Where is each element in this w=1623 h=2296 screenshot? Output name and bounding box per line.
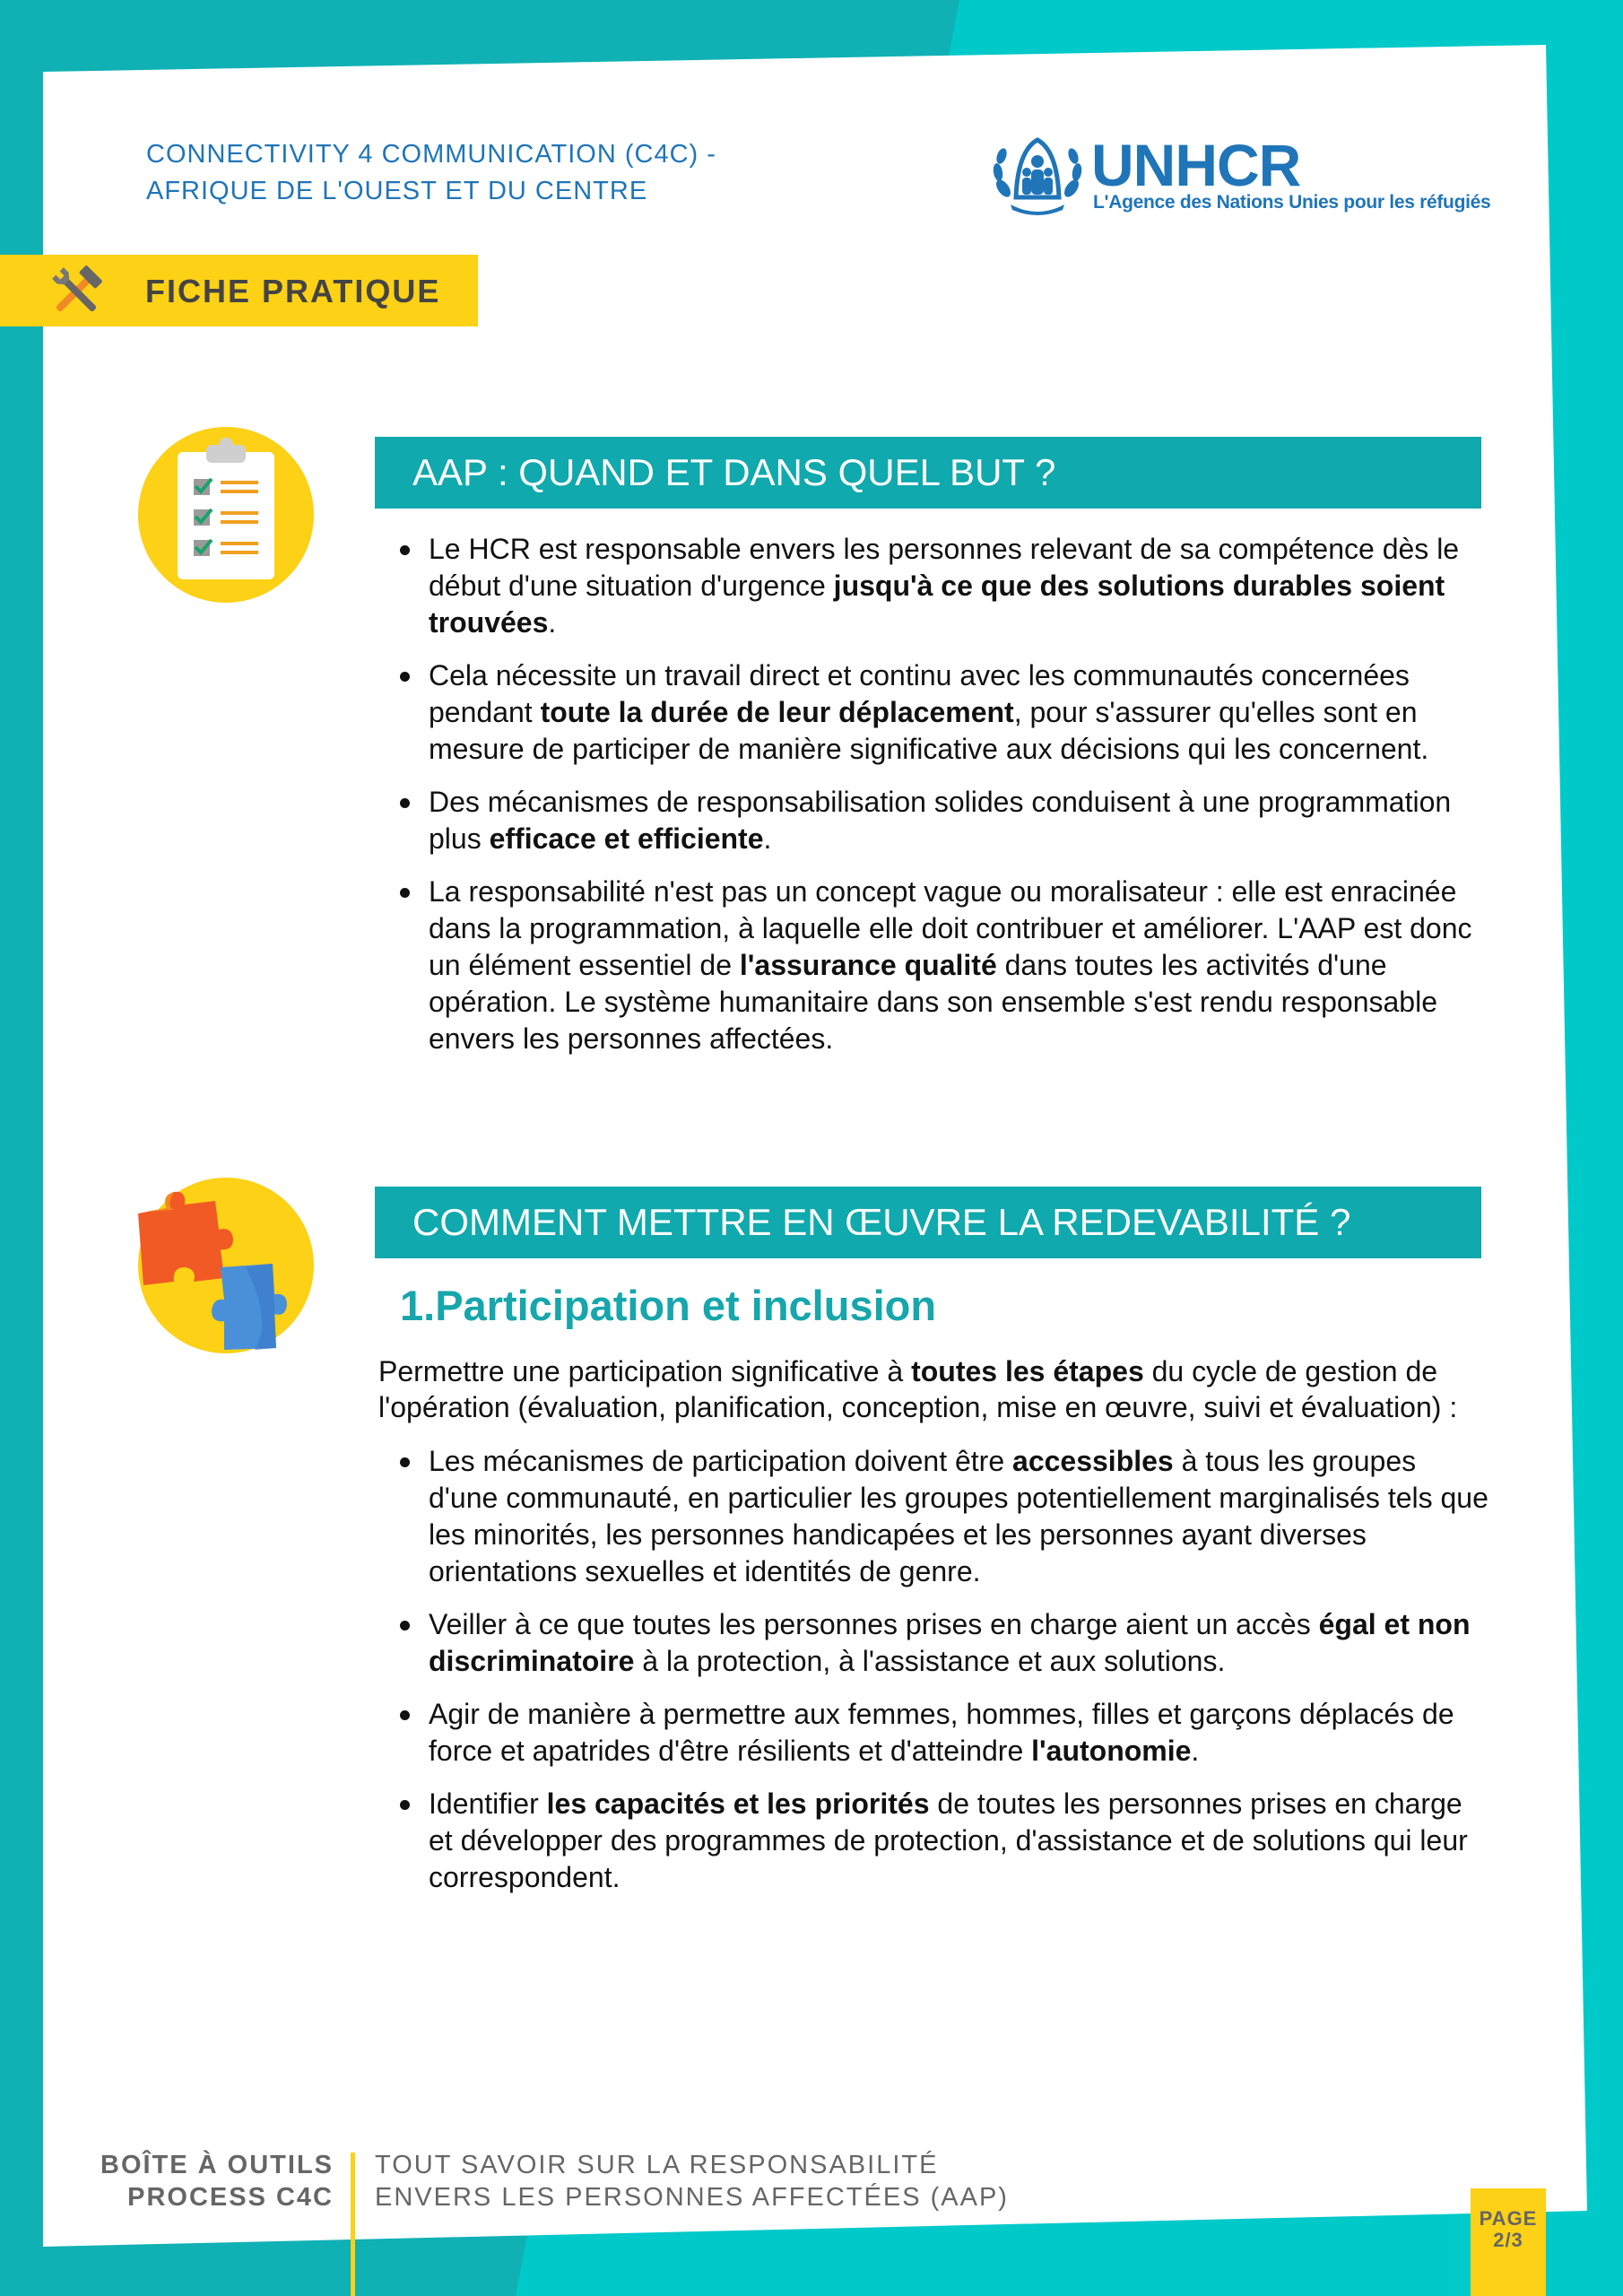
page-number: 2/3 bbox=[1493, 2229, 1523, 2251]
unhcr-emblem-icon bbox=[991, 133, 1084, 219]
header-title-line1: CONNECTIVITY 4 COMMUNICATION (C4C) - bbox=[146, 140, 716, 169]
section1-bullet-4 bbox=[395, 874, 1488, 1057]
section2-bullet-emphasis: accessibles bbox=[1012, 1445, 1174, 1477]
fiche-pratique-tag bbox=[0, 255, 478, 326]
section2-title-banner bbox=[375, 1187, 1481, 1258]
section2-bullet-text: Veiller à ce que toutes les personnes prises en charge aient un accès bbox=[429, 1608, 1319, 1640]
section2-bullet-emphasis: égal et non discriminatoire bbox=[429, 1608, 1471, 1677]
checklist-icon bbox=[138, 427, 314, 603]
footer-left-line1: BOÎTE À OUTILS bbox=[100, 2151, 334, 2179]
page-label: PAGE bbox=[1479, 2207, 1538, 2230]
puzzle-icon bbox=[138, 1178, 314, 1353]
section1-bullet-text: Des mécanismes de responsabilisation solides conduisent à une programmation plus bbox=[429, 786, 1452, 855]
section2-bullet-emphasis: les capacités et les priorités bbox=[546, 1787, 930, 1820]
section1-bullet-text: Le HCR est responsable envers les personnes relevant de sa compétence dès le début d'une situation d'urgence bbox=[429, 533, 1460, 602]
section1-bullet-text: La responsabilité n'est pas un concept vague ou moralisateur : elle est enracinée dans la programmation, à laquelle elle doit contribuer et améliorer. L'AAP est donc un élément essentiel de bbox=[429, 875, 1472, 981]
section1-bullet-1 bbox=[395, 531, 1488, 641]
section2-bullet-4 bbox=[395, 1786, 1488, 1896]
footer-left-line2: PROCESS C4C bbox=[127, 2183, 334, 2212]
document-header bbox=[146, 136, 828, 210]
section1-title-banner bbox=[375, 437, 1481, 509]
section1-bullet-emphasis: jusqu'à ce que des solutions durables soient trouvées bbox=[429, 570, 1445, 639]
section2-bullet-text: . bbox=[1191, 1735, 1200, 1767]
footer-toolbox-label bbox=[63, 2149, 334, 2213]
section2-title: COMMENT METTRE EN ŒUVRE LA REDEVABILITÉ ? bbox=[412, 1201, 1351, 1243]
footer-document-title bbox=[375, 2149, 1009, 2213]
section1-bullet-emphasis: toute la durée de leur déplacement bbox=[540, 696, 1014, 728]
section2-bullet-text: Agir de manière à permettre aux femmes, hommes, filles et garçons déplacés de force et apatrides d'être résilients et d'atteindre bbox=[429, 1698, 1454, 1767]
section1-bullet-2 bbox=[395, 657, 1488, 768]
section2-bullet-text: à la protection, à l'assistance et aux solutions. bbox=[634, 1645, 1226, 1677]
page-number-badge bbox=[1471, 2188, 1546, 2296]
footer-right-line1: TOUT SAVOIR SUR LA RESPONSABILITÉ bbox=[375, 2151, 939, 2179]
header-title-line2: AFRIQUE DE L'OUEST ET DU CENTRE bbox=[146, 177, 648, 205]
section1-bullet-text: Cela nécessite un travail direct et continu avec les communautés concernées pendant bbox=[429, 659, 1410, 728]
section2-bullet-3 bbox=[395, 1696, 1488, 1770]
section2-bullet-text: de toutes les personnes prises en charge et développer des programmes de protection, d'assistance et de solutions qui leur correspondent. bbox=[429, 1787, 1468, 1893]
logo-wordmark: UNHCR bbox=[1091, 132, 1301, 198]
logo-tagline: L'Agence des Nations Unies pour les réfugiés bbox=[1093, 192, 1491, 213]
section2-bullet-text: Les mécanismes de participation doivent être bbox=[429, 1445, 1013, 1477]
footer-divider bbox=[351, 2152, 355, 2296]
section2-bullet-text: à tous les groupes d'une communauté, en particulier les groupes potentiellement marginalisés tels que les minorités, les personnes handicapées et les personnes ayant diverses orientations sexuelles et identités de genre. bbox=[429, 1445, 1488, 1587]
section2-bullet-2 bbox=[395, 1606, 1488, 1680]
section1-bullet-emphasis: efficace et efficiente bbox=[489, 822, 764, 855]
section2-intro bbox=[378, 1353, 1508, 1425]
unhcr-logo bbox=[991, 133, 1493, 222]
section2-intro-text: du cycle de gestion de l'opération (évaluation, planification, conception, mise en œuvre, suivi et évaluation) : bbox=[378, 1355, 1458, 1423]
section1-bullet-emphasis: l'assurance qualité bbox=[739, 949, 997, 981]
section1-bullet-text: . bbox=[763, 822, 772, 855]
section2-intro-text: Permettre une participation significative à bbox=[378, 1355, 912, 1387]
section1-bullet-text: dans toutes les activités d'une opération. Le système humanitaire dans son ensemble s'est rendu responsable envers les personnes affectées. bbox=[429, 949, 1437, 1055]
section2-bullet-emphasis: l'autonomie bbox=[1031, 1735, 1192, 1767]
fiche-pratique-label: FICHE PRATIQUE bbox=[145, 273, 441, 309]
section2-intro-emphasis: toutes les étapes bbox=[911, 1355, 1144, 1387]
section2-bullet-text: Identifier bbox=[429, 1787, 547, 1820]
section1-bullet-list bbox=[395, 531, 1488, 1074]
section1-bullet-text: , pour s'assurer qu'elles sont en mesure de participer de manière significative aux décisions qui les concernent. bbox=[429, 696, 1429, 765]
section2-bullet-list bbox=[395, 1443, 1488, 1912]
section2-subtitle: 1.Participation et inclusion bbox=[400, 1282, 937, 1329]
section1-bullet-3 bbox=[395, 784, 1488, 857]
footer-right-line2: ENVERS LES PERSONNES AFFECTÉES (AAP) bbox=[375, 2183, 1009, 2212]
section1-bullet-text: . bbox=[548, 606, 557, 639]
tools-icon bbox=[45, 264, 108, 319]
section1-title: AAP : QUAND ET DANS QUEL BUT ? bbox=[412, 451, 1056, 493]
section2-bullet-1 bbox=[395, 1443, 1488, 1590]
